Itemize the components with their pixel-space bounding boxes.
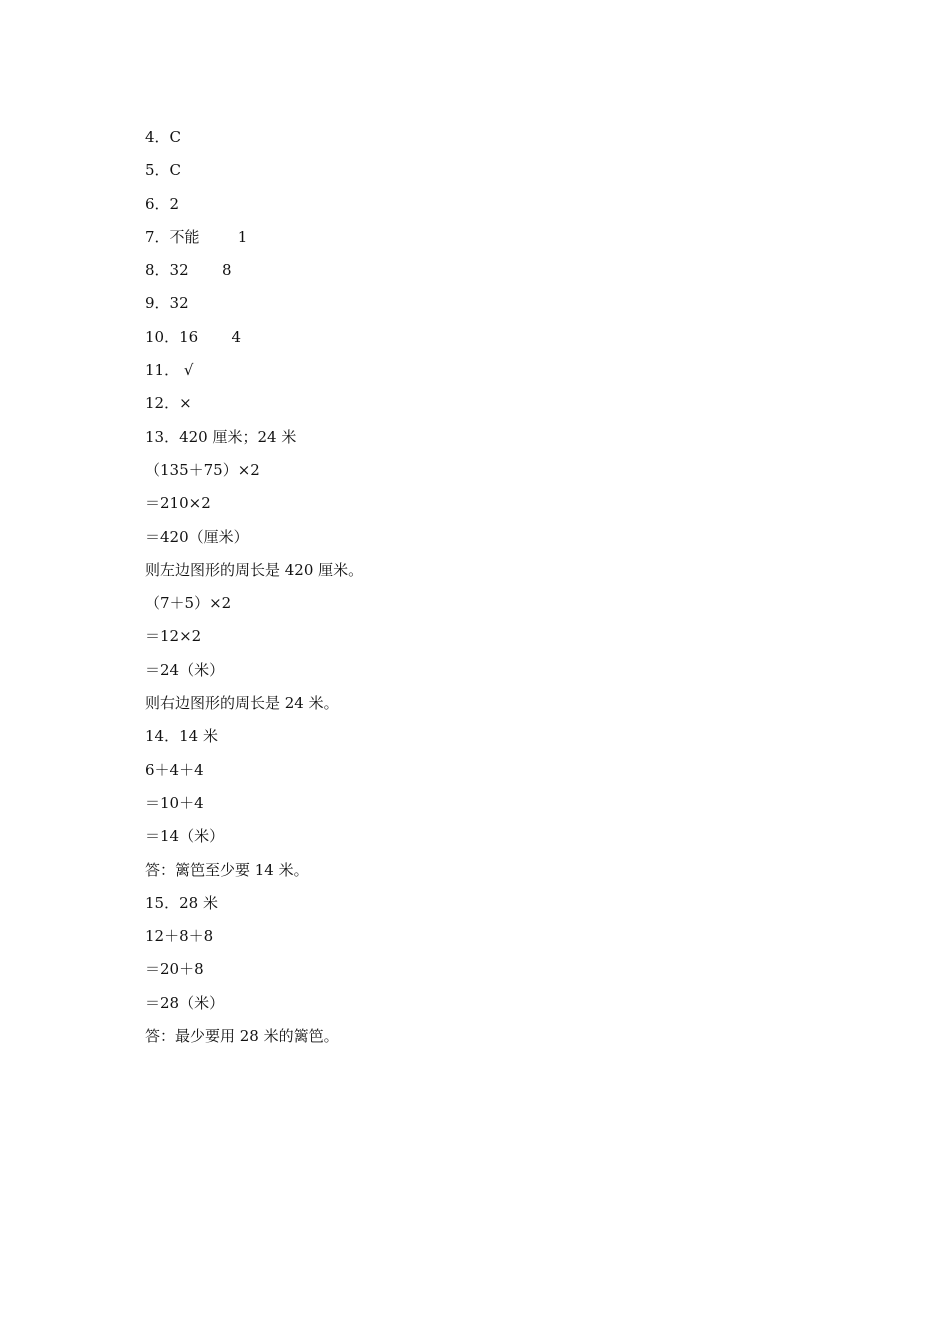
calc-line: ＝20＋8 (145, 960, 204, 979)
answer-line: 6．2 (145, 194, 180, 213)
answer-line: 12．× (145, 394, 192, 413)
conclusion-line: 答：篱笆至少要 14 米。 (145, 860, 309, 879)
calc-line: ＝210×2 (145, 494, 211, 513)
answer-line: 13．420 厘米；24 米 (145, 427, 297, 446)
answer-line: 9．32 (145, 294, 189, 313)
conclusion-line: 则左边图形的周长是 420 厘米。 (145, 560, 364, 579)
calc-line: ＝28（米） (145, 993, 225, 1012)
calc-line: ＝14（米） (145, 827, 225, 846)
conclusion-line: 答：最少要用 28 米的篱笆。 (145, 1027, 339, 1046)
answer-line: 10．16 4 (145, 327, 242, 346)
answer-line: 5．C (145, 161, 182, 180)
answer-line: 7．不能 1 (145, 227, 248, 246)
calc-line: （7＋5）×2 (145, 594, 232, 613)
calc-line: ＝10＋4 (145, 793, 204, 812)
calc-line: 6＋4＋4 (145, 760, 204, 779)
answer-line: 11． √ (145, 361, 194, 380)
calc-line: （135＋75）×2 (145, 460, 260, 479)
answer-lines (145, 125, 845, 1057)
calc-line: 12＋8＋8 (145, 927, 214, 946)
calc-line: ＝12×2 (145, 627, 202, 646)
answer-line: 14．14 米 (145, 727, 218, 746)
answer-line: 15．28 米 (145, 893, 218, 912)
calc-line: ＝420（厘米） (145, 527, 249, 546)
answer-line: 4．C (145, 128, 182, 146)
answer-line: 8．32 8 (145, 261, 232, 280)
calc-line: ＝24（米） (145, 660, 225, 679)
conclusion-line: 则右边图形的周长是 24 米。 (145, 694, 339, 713)
